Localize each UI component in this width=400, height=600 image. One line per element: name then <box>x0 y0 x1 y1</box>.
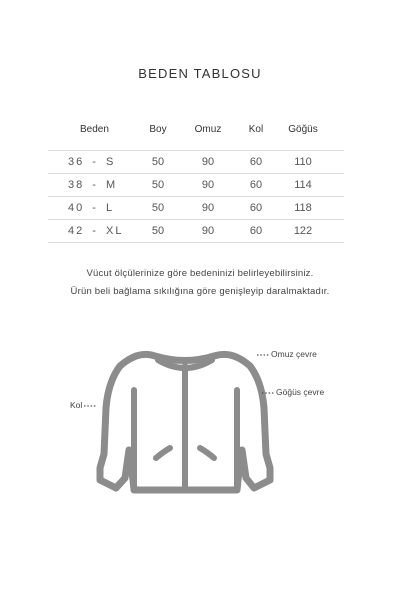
cell-gogus: 114 <box>294 179 312 191</box>
table-row <box>48 197 344 220</box>
kol-label: Kol <box>70 400 83 410</box>
cell-kol: 60 <box>249 179 263 191</box>
cell-omuz: 90 <box>201 225 215 237</box>
waist-note: Ürün beli bağlama sıkılığına göre genişleyip daralmaktadır. <box>70 286 330 297</box>
cell-kol: 60 <box>249 225 263 237</box>
cell-omuz: 90 <box>201 179 215 191</box>
cell-boy: 50 <box>151 225 165 237</box>
cell-gogus: 118 <box>294 202 312 214</box>
jacket-pocket-right <box>200 448 214 458</box>
header-beden: Beden <box>80 124 109 135</box>
table-header <box>48 120 344 142</box>
table-row <box>48 220 344 243</box>
cell-size: 38 - M <box>68 179 118 191</box>
cell-omuz: 90 <box>201 156 215 168</box>
table-divider <box>48 142 344 151</box>
cell-kol: 60 <box>249 202 263 214</box>
header-kol: Kol <box>248 124 264 135</box>
size-chart-table <box>48 120 344 243</box>
cell-gogus: 110 <box>294 156 312 168</box>
cell-size: 42 - XL <box>68 225 124 237</box>
measurement-note: Vücut ölçülerinize göre bedeninizi belirleyebilirsiniz. <box>86 268 314 279</box>
header-omuz: Omuz <box>194 124 222 135</box>
cell-gogus: 122 <box>293 225 313 237</box>
cell-size: 36 - S <box>68 156 116 168</box>
jacket-illustration <box>0 330 400 510</box>
jacket-diagram <box>0 330 400 510</box>
cell-boy: 50 <box>151 179 165 191</box>
cell-boy: 50 <box>151 202 165 214</box>
gogus-cevre-label: Göğüs çevre <box>276 387 325 397</box>
omuz-cevre-label: Omuz çevre <box>271 349 317 359</box>
jacket-pocket-left <box>156 448 170 458</box>
table-row <box>48 174 344 197</box>
cell-size: 40 - L <box>68 202 115 214</box>
header-boy: Boy <box>149 124 167 135</box>
cell-omuz: 90 <box>201 202 215 214</box>
table-row <box>48 151 344 174</box>
cell-kol: 60 <box>249 156 263 168</box>
cell-boy: 50 <box>151 156 165 168</box>
header-gogus: Göğüs <box>288 124 318 135</box>
page-title: BEDEN TABLOSU <box>138 66 262 81</box>
